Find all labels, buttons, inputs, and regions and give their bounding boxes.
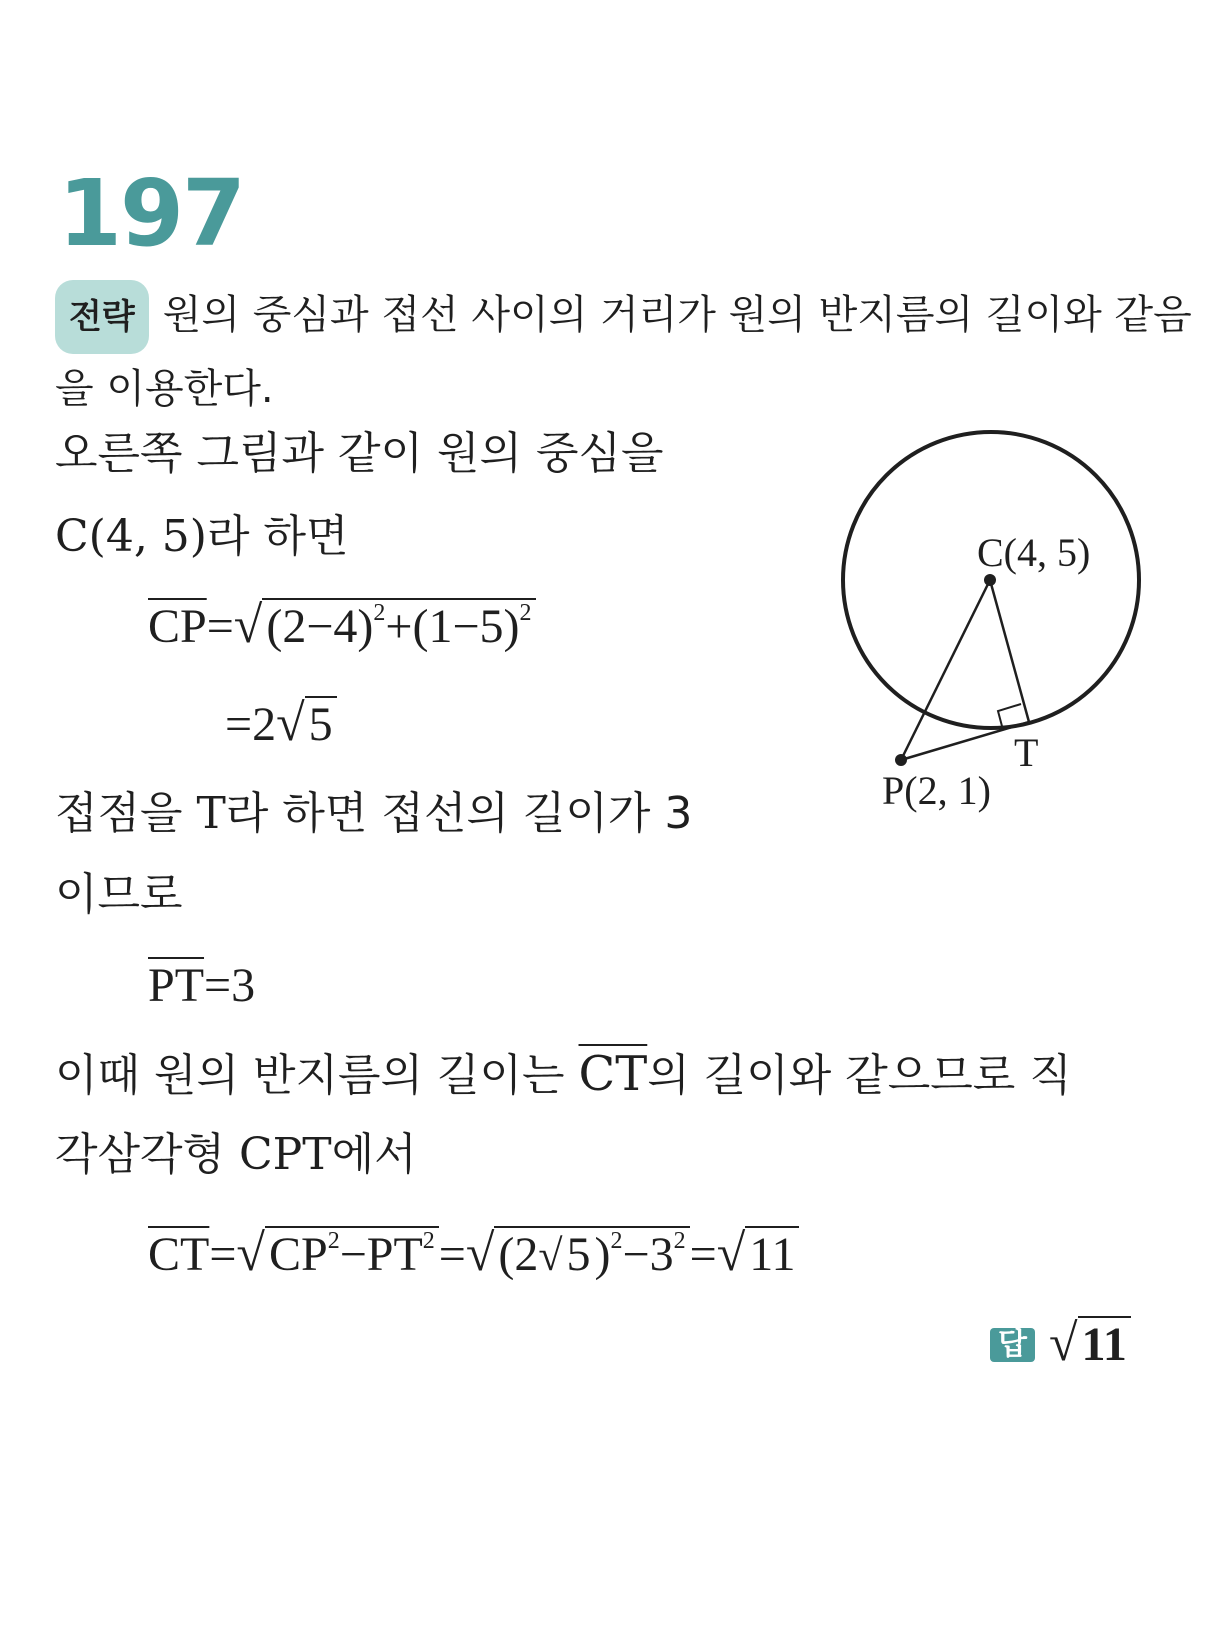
final-minus: −: [339, 1228, 367, 1281]
solution-line-2-text: 라 하면: [206, 511, 349, 562]
label-t: T: [1014, 730, 1039, 775]
equation-pt: [148, 959, 256, 1012]
segment-ct-line: [990, 580, 1029, 722]
final-eq3: =: [689, 1228, 717, 1281]
line3-a: 접점을: [55, 788, 183, 839]
segment-pt: $\overline{PT}$: [148, 959, 205, 1012]
equation-cp: [148, 597, 536, 654]
final-close-exp: 2: [610, 1228, 623, 1254]
final-pt: $\overline{PT}$: [366, 1228, 423, 1281]
line3-T: T: [196, 788, 226, 839]
label-p: P(2, 1): [882, 768, 991, 813]
solution-line-4: 이므로: [55, 869, 183, 920]
plus: +: [385, 600, 413, 653]
pt-value: =3: [204, 959, 256, 1012]
solution-line-5: [55, 1046, 1072, 1102]
eq2-radicand: 5: [305, 696, 337, 751]
final-cp: CP: [268, 1228, 328, 1281]
line5-b: 의 길이와 같으므로 직: [647, 1050, 1072, 1101]
final-inner-radicand: 5: [563, 1226, 595, 1281]
strategy-badge: 전략: [55, 280, 149, 354]
strategy-text: 원의 중심과 접선 사이의 거리가 원의 반지름의 길이와 같음을 이용한다.: [55, 292, 1192, 412]
exp-a: 2: [373, 600, 386, 626]
line5-a: 이때 원의 반지름의 길이는: [55, 1050, 565, 1101]
segment-ct: $\overline{CT}$: [578, 1046, 648, 1102]
final-pt-exp: 2: [422, 1228, 435, 1254]
solution-line-1: 오른쪽 그림과 같이 원의 중심을: [55, 428, 664, 479]
label-c: C(4, 5): [977, 530, 1091, 575]
final-open: (2: [498, 1228, 539, 1281]
point-c: [984, 574, 996, 586]
final-cp-exp: 2: [327, 1228, 340, 1254]
equation-final: $\overline{CT}=√CP^2-\overline{PT}^2=√(2√5)^2-3^2=√11$: [148, 1228, 799, 1280]
problem-number: 197: [58, 160, 245, 267]
point-p: [895, 754, 907, 766]
eq2-coef: =2: [225, 698, 277, 751]
segment-cp: $\overline{CP}$: [148, 600, 207, 653]
line6-b: 에서: [331, 1129, 417, 1180]
term-a: (2−4): [266, 600, 374, 653]
segment-cp-line: [901, 580, 990, 760]
final-close: ): [594, 1228, 611, 1281]
answer-badge: 답: [990, 1328, 1035, 1362]
solution-line-3: [55, 788, 693, 839]
sqrt-distance: $√(2-4)^2+(1-5)^2$: [234, 600, 536, 652]
term-b: (1−5): [412, 600, 520, 653]
final-3-exp: 2: [673, 1228, 686, 1254]
answer-value: 11: [1078, 1316, 1131, 1371]
strategy: [55, 280, 1205, 424]
final-eq1: =: [209, 1228, 237, 1281]
answer: 답 √11: [990, 1318, 1131, 1370]
final-eq2: =: [438, 1228, 466, 1281]
figure-circle-tangent: [820, 420, 1180, 840]
equals: =: [206, 600, 234, 653]
line3-b: 라 하면 접선의 길이가 3: [225, 788, 693, 839]
center-point: C(4, 5): [55, 511, 207, 562]
final-result: 11: [745, 1226, 799, 1281]
line6-a: 각삼각형: [55, 1129, 226, 1180]
final-minus3: −3: [622, 1228, 674, 1281]
solution-line-6: [55, 1129, 417, 1180]
final-ct: $\overline{CT}$: [148, 1228, 210, 1281]
exp-b: 2: [519, 600, 532, 626]
equation-cp-value: =2√5: [225, 698, 337, 750]
triangle-cpt: CPT: [239, 1129, 332, 1180]
solution-line-2: [55, 511, 349, 562]
